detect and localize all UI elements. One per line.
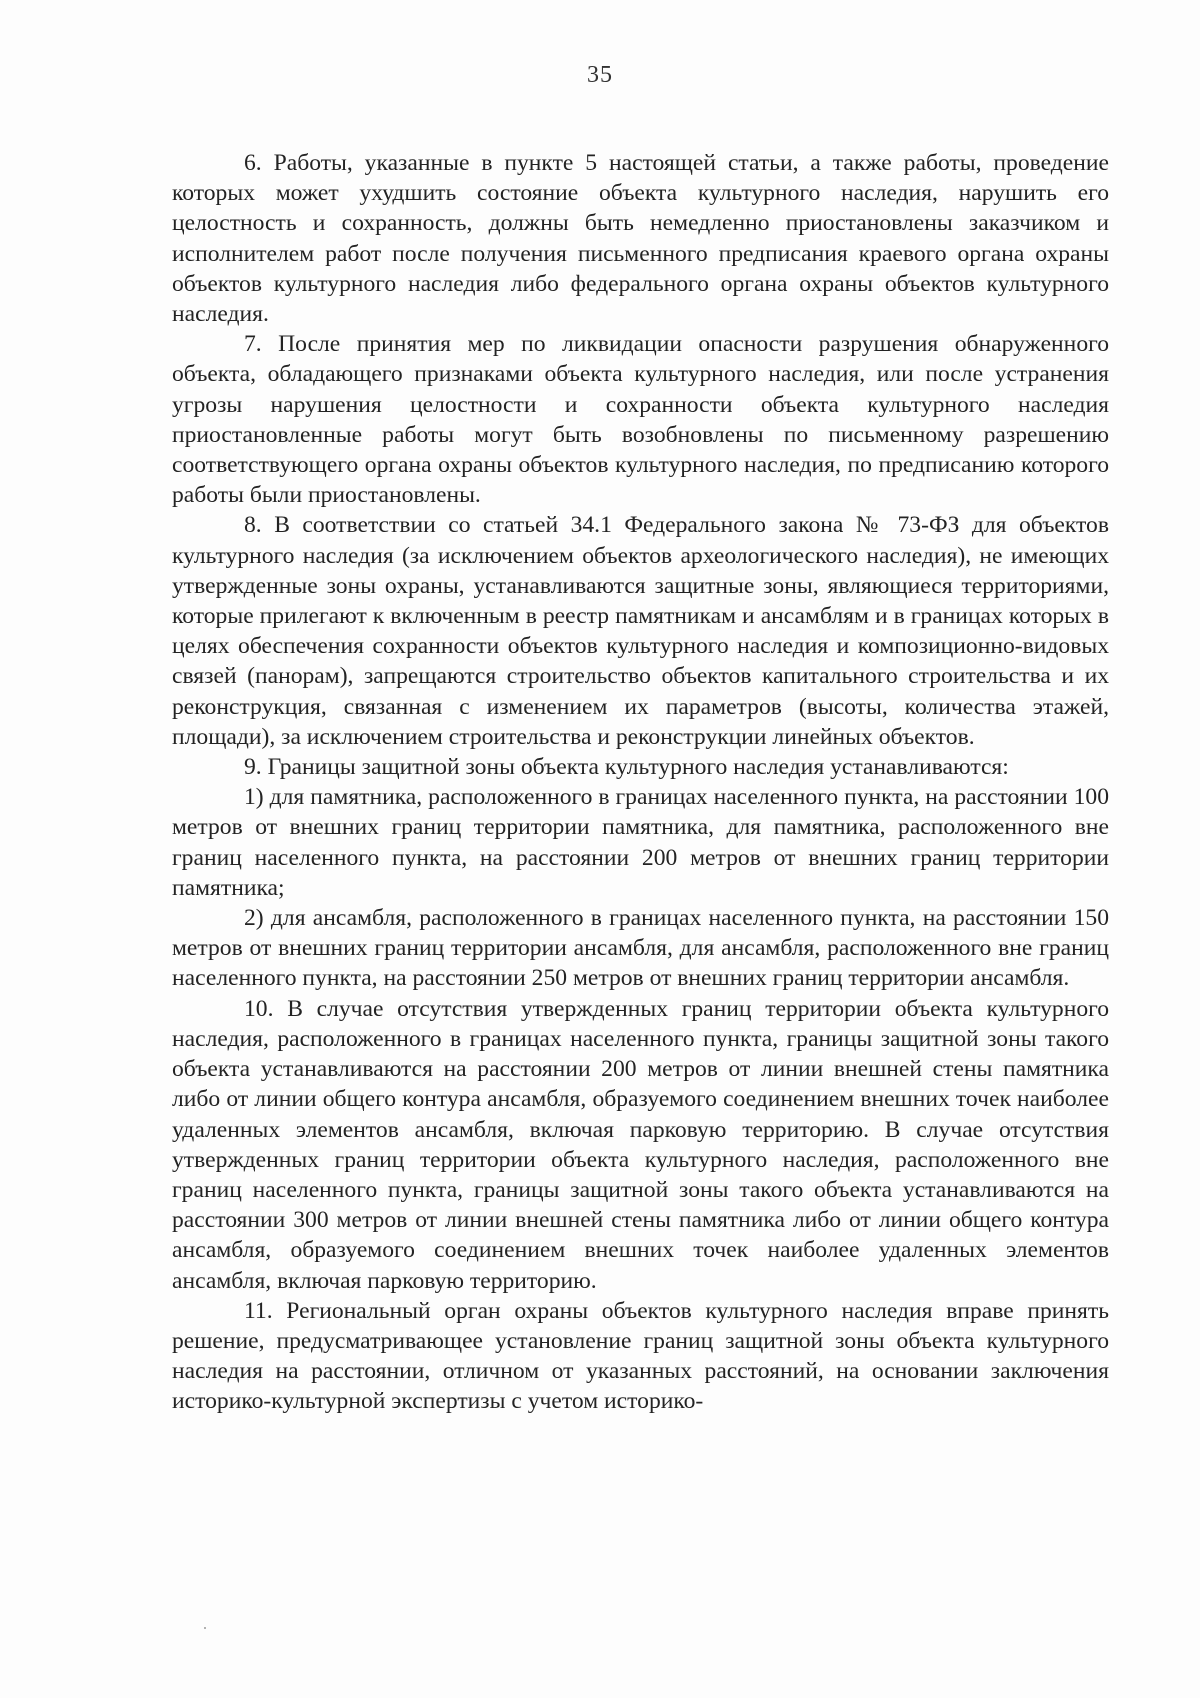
document-body <box>172 148 1109 1417</box>
page-number: 35 <box>587 62 613 88</box>
paragraph-8: 8. В соответствии со статьей 34.1 Федерального закона № 73-ФЗ для объектов культурного наследия (за исключением объектов археологического наследия), не имеющих утвержденные зоны охраны, устанавливаются защитные зоны, являющиеся территориями, которые прилегают к включенным в реестр памятникам и ансамблям и в границах которых в целях обеспечения сохранности объектов культурного наследия и композиционно-видовых связей (панорам), запрещаются строительство объектов капитального строительства и их реконструкция, связанная с изменением их параметров (высоты, количества этажей, площади), за исключением строительства и реконструкции линейных объектов. <box>172 512 1109 750</box>
paragraph-10: 10. В случае отсутствия утвержденных границ территории объекта культурного наследия, расположенного в границах населенного пункта, границы защитной зоны такого объекта устанавливаются на расстоянии 200 метров от линии внешней стены памятника либо от линии общего контура ансамбля, образуемого соединением внешних точек наиболее удаленных элементов ансамбля, включая парковую территорию. В случае отсутствия утвержденных границ территории объекта культурного наследия, расположенного вне границ населенного пункта, границы защитной зоны такого объекта устанавливаются на расстоянии 300 метров от линии внешней стены памятника либо от линии общего контура ансамбля, образуемого соединением внешних точек наиболее удаленных элементов ансамбля, включая парковую территорию. <box>172 995 1109 1294</box>
paragraph-9: 9. Границы защитной зоны объекта культурного наследия устанавливаются: <box>244 754 1009 781</box>
paragraph-9-item-2: 2) для ансамбля, расположенного в границах населенного пункта, на расстоянии 150 метров от внешних границ территории ансамбля, для ансамбля, расположенного вне границ населенного пункта, на расстоянии 250 метров от внешних границ территории ансамбля. <box>172 905 1109 992</box>
paragraph-11: 11. Региональный орган охраны объектов культурного наследия вправе принять решение, предусматривающее установление границ защитной зоны объекта культурного наследия на расстоянии, отличном от указанных расстояний, на основании заключения историко-культурной экспертизы с учетом историко- <box>172 1297 1109 1415</box>
paragraph-9-item-1: 1) для памятника, расположенного в границах населенного пункта, на расстоянии 100 метров от внешних границ территории памятника, для памятника, расположенного вне границ населенного пункта, на расстоянии 200 метров от внешних границ территории памятника; <box>172 784 1109 901</box>
paragraph-7: 7. После принятия мер по ликвидации опасности разрушения обнаруженного объекта, обладающего признаками объекта культурного наследия, или после устранения угрозы нарушения целостности и сохранности объекта культурного наследия приостановленные работы могут быть возобновлены по письменному разрешению соответствующего органа охраны объектов культурного наследия, по предписанию которого работы были приостановлены. <box>172 331 1109 509</box>
scan-speck <box>204 1627 206 1629</box>
paragraph-6: 6. Работы, указанные в пункте 5 настоящей статьи, а также работы, проведение которых может ухудшить состояние объекта культурного наследия, нарушить его целостность и сохранность, должны быть немедленно приостановлены заказчиком и исполнителем работ после получения письменного предписания краевого органа охраны объектов культурного наследия либо федерального органа охраны объектов культурного наследия. <box>172 150 1109 328</box>
